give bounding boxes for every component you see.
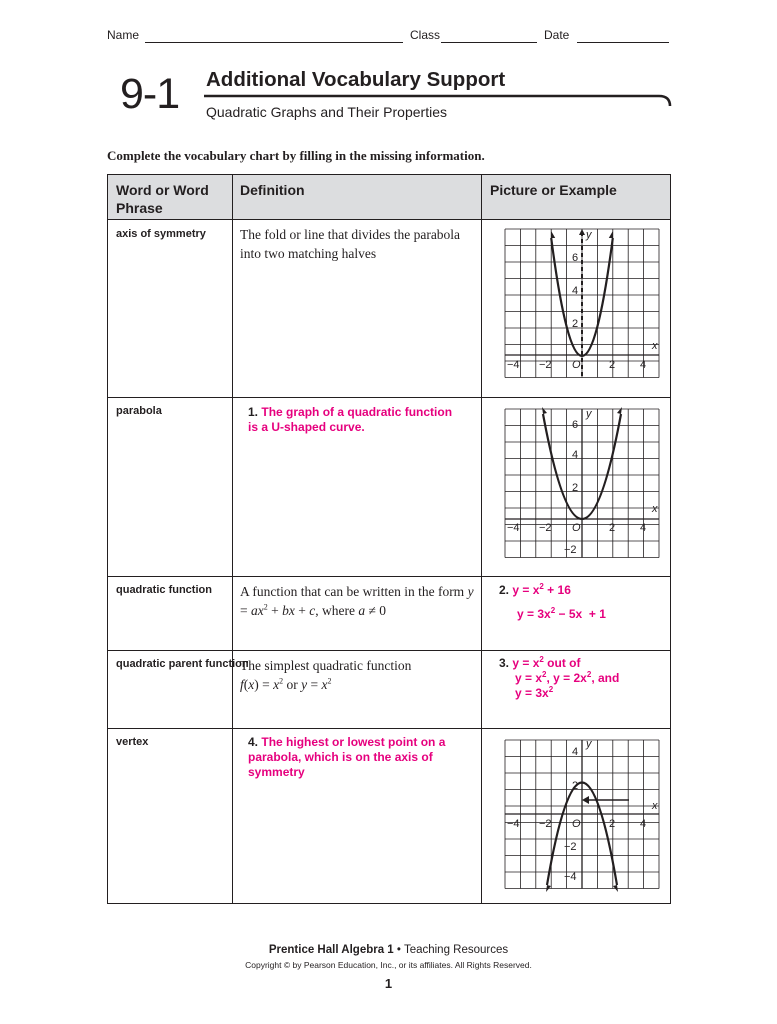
tick: 4 <box>572 285 579 297</box>
answer-parabola[interactable]: 1. The graph of a quadratic function is a U-shaped curve. <box>248 405 453 434</box>
y-axis-label: y <box>586 408 592 420</box>
lesson-number: 9-1 <box>120 70 180 118</box>
class-field[interactable] <box>441 42 537 43</box>
tick: −4 <box>507 522 520 534</box>
graph-vertex <box>502 735 662 900</box>
x-axis-label: x <box>652 340 658 352</box>
y-axis-label: y <box>586 738 592 750</box>
word-quadratic-parent-function: quadratic parent function <box>116 658 249 670</box>
tick: 2 <box>609 522 616 534</box>
graph-axis-of-symmetry <box>502 224 662 386</box>
word-parabola: parabola <box>116 405 162 417</box>
date-field[interactable] <box>577 42 669 43</box>
tick: −4 <box>564 871 577 883</box>
tick: 2 <box>572 318 579 330</box>
tick: 6 <box>572 252 579 264</box>
example-parent-function[interactable]: 3. $y = x^2$ out of $y = x^2$, $y = 2x^2$, and $y = 3x^2$ <box>499 655 620 700</box>
tick: −4 <box>507 359 520 371</box>
tick: −4 <box>507 818 520 830</box>
tick: −2 <box>539 522 552 534</box>
example-quadratic-function[interactable]: 2. $y = x^2 + 16$ <box>499 582 571 597</box>
tick: −2 <box>539 818 552 830</box>
tick: 2 <box>609 818 616 830</box>
header-picture: Picture or Example <box>490 182 617 198</box>
tick: 4 <box>640 359 647 371</box>
tick: 6 <box>572 419 579 431</box>
tick: 2 <box>609 359 616 371</box>
origin-label: O <box>572 522 581 534</box>
name-field[interactable] <box>145 42 403 43</box>
tick: 4 <box>572 746 579 758</box>
definition-quadratic-function: A function that can be written in the form $y = ax^2$ + bx + c, where a ≠ 0 <box>240 584 474 618</box>
header-word: Word or Word Phrase <box>116 182 209 216</box>
footer-copyright: Copyright © by Pearson Education, Inc., or its affiliates. All Rights Reserved. <box>245 960 532 970</box>
tick: 4 <box>640 818 647 830</box>
tick: 2 <box>572 482 579 494</box>
footer-book-title: Prentice Hall Algebra 1 • Teaching Resources <box>268 944 509 956</box>
header-definition: Definition <box>240 182 305 198</box>
tick: −2 <box>539 359 552 371</box>
origin-label: O <box>572 818 581 830</box>
page-subtitle: Quadratic Graphs and Their Properties <box>206 104 447 120</box>
word-vertex: vertex <box>116 736 149 748</box>
y-axis-label: y <box>586 229 592 241</box>
class-label: Class <box>410 28 441 42</box>
page-title: Additional Vocabulary Support <box>206 68 506 91</box>
x-axis-label: x <box>652 800 658 812</box>
graph-parabola <box>502 404 662 570</box>
tick: 4 <box>640 522 647 534</box>
definition-axis-of-symmetry: The fold or line that divides the parabola into two matching halves <box>240 227 461 261</box>
tick: −2 <box>564 841 577 853</box>
tick: 4 <box>572 449 579 461</box>
answer-vertex[interactable]: 4. The highest or lowest point on a parabola, which is on the axis of symmetry <box>248 735 446 779</box>
origin-label: O <box>572 359 581 371</box>
word-axis-of-symmetry: axis of symmetry <box>116 228 206 240</box>
x-axis-label: x <box>652 503 658 515</box>
name-label: Name <box>107 28 140 42</box>
page-number: 1 <box>384 976 393 991</box>
example-quadratic-function-2[interactable]: $y = 3x^2 - 5x + 1$ <box>517 606 606 621</box>
date-label: Date <box>544 28 570 42</box>
tick: −2 <box>564 544 577 556</box>
word-quadratic-function: quadratic function <box>116 584 212 596</box>
tick: 2 <box>572 780 579 792</box>
instructions: Complete the vocabulary chart by filling in the missing information. <box>107 148 485 163</box>
definition-parent-function: The simplest quadratic function $f(x) = x^2$ or $y = x^2$ <box>240 658 412 692</box>
